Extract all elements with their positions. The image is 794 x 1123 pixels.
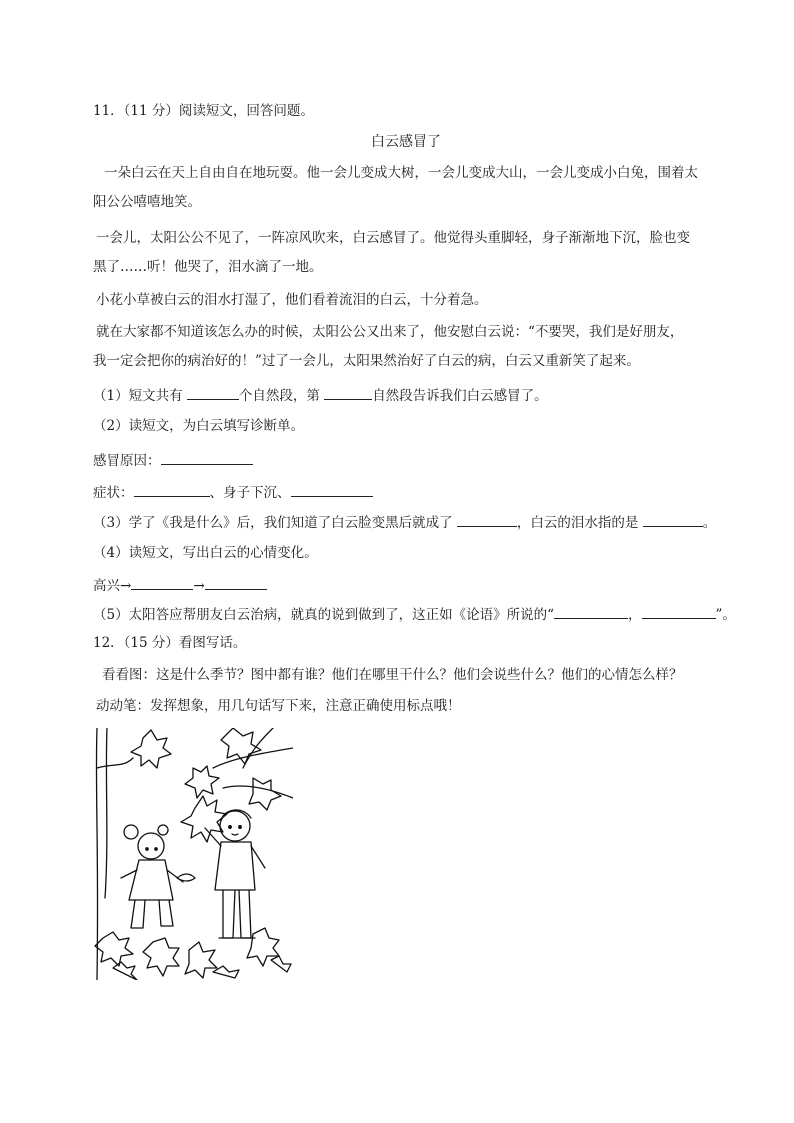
sub-question-5-text-a: （5）太阳答应帮朋友白云治病，就真的说到做到了，这正如《论语》所说的“: [93, 607, 554, 623]
question-12-look-prompt: 看看图：这是什么季节？图中都有谁？他们在哪里干什么？他们会说些什么？他们的心情怎么样？: [102, 667, 683, 683]
autumn-children-illustration: [93, 728, 293, 980]
sub-question-1-text-c: 自然段告诉我们白云感冒了。: [372, 388, 548, 404]
paragraph-1-line-2: 阳公公嘻嘻地笑。: [93, 194, 201, 210]
answer-blank-paragraph-count[interactable]: [187, 385, 239, 400]
symptom-middle-text: 、身子下沉、: [209, 485, 291, 501]
symptom-label: 症状：: [93, 485, 134, 501]
sub-question-5-end: ”。: [715, 607, 736, 623]
question-12-header: 12．（15 分）看图写话。: [93, 635, 247, 651]
mood-arrow: →: [193, 578, 205, 594]
mood-change-row: [93, 575, 267, 595]
answer-blank-mood-3[interactable]: [205, 575, 267, 590]
question-11-header: 11．（11 分）阅读短文，回答问题。: [93, 103, 314, 119]
answer-blank-dark-cloud[interactable]: [457, 512, 517, 527]
answer-blank-symptom-2[interactable]: [291, 482, 373, 497]
sub-question-1-text-a: （1）短文共有: [93, 388, 183, 404]
paragraph-3: 小花小草被白云的泪水打湿了，他们看着流泪的白云，十分着急。: [96, 292, 488, 308]
sub-question-3-text-c: 。: [702, 515, 717, 531]
sub-question-1: [93, 385, 548, 405]
sub-question-3-text-b: ，白云的泪水指的是: [516, 515, 639, 531]
answer-blank-tears[interactable]: [643, 512, 703, 527]
sub-question-3: [93, 512, 716, 532]
paragraph-1-line-1: 一朵白云在天上自由自在地玩耍。他一会儿变成大树，一会儿变成大山，一会儿变成小白兔，围着太: [104, 165, 698, 181]
sub-question-1-text-b: 个自然段，第: [238, 388, 320, 404]
cause-label: 感冒原因：: [93, 453, 161, 469]
answer-blank-cause[interactable]: [161, 450, 253, 465]
answer-blank-analects-2[interactable]: [642, 604, 716, 619]
paragraph-2-line-1: 一会儿，太阳公公不见了，一阵凉风吹来，白云感冒了。他觉得头重脚轻，身子渐渐地下沉，脸也变: [96, 230, 690, 246]
answer-blank-symptom-1[interactable]: [134, 482, 210, 497]
mood-start: 高兴→: [93, 578, 132, 594]
answer-blank-mood-2[interactable]: [131, 575, 193, 590]
paragraph-4-line-1: 就在大家都不知道该怎么办的时候，太阳公公又出来了，他安慰白云说：“不要哭，我们是好朋友，: [96, 324, 684, 340]
paragraph-4-line-2: 我一定会把你的病治好的！”过了一会儿，太阳果然治好了白云的病，白云又重新笑了起来。: [93, 353, 640, 369]
sub-question-3-text-a: （3）学了《我是什么》后，我们知道了白云脸变黑后就成了: [93, 515, 453, 531]
diagnosis-symptom-row: [93, 482, 373, 502]
diagnosis-cause-row: [93, 450, 253, 470]
sub-question-2: （2）读短文，为白云填写诊断单。: [93, 418, 305, 434]
paragraph-2-line-2: 黑了……听！他哭了，泪水滴了一地。: [93, 259, 323, 275]
sub-question-5-comma: ，: [628, 607, 642, 623]
passage-title: 白云感冒了: [371, 134, 441, 150]
sub-question-5: [93, 604, 736, 624]
answer-blank-analects-1[interactable]: [554, 604, 628, 619]
answer-blank-paragraph-number[interactable]: [324, 385, 372, 400]
sub-question-4: （4）读短文，写出白云的心情变化。: [93, 545, 318, 561]
question-12-write-prompt: 动动笔：发挥想象，用几句话写下来，注意正确使用标点哦！: [96, 698, 461, 714]
